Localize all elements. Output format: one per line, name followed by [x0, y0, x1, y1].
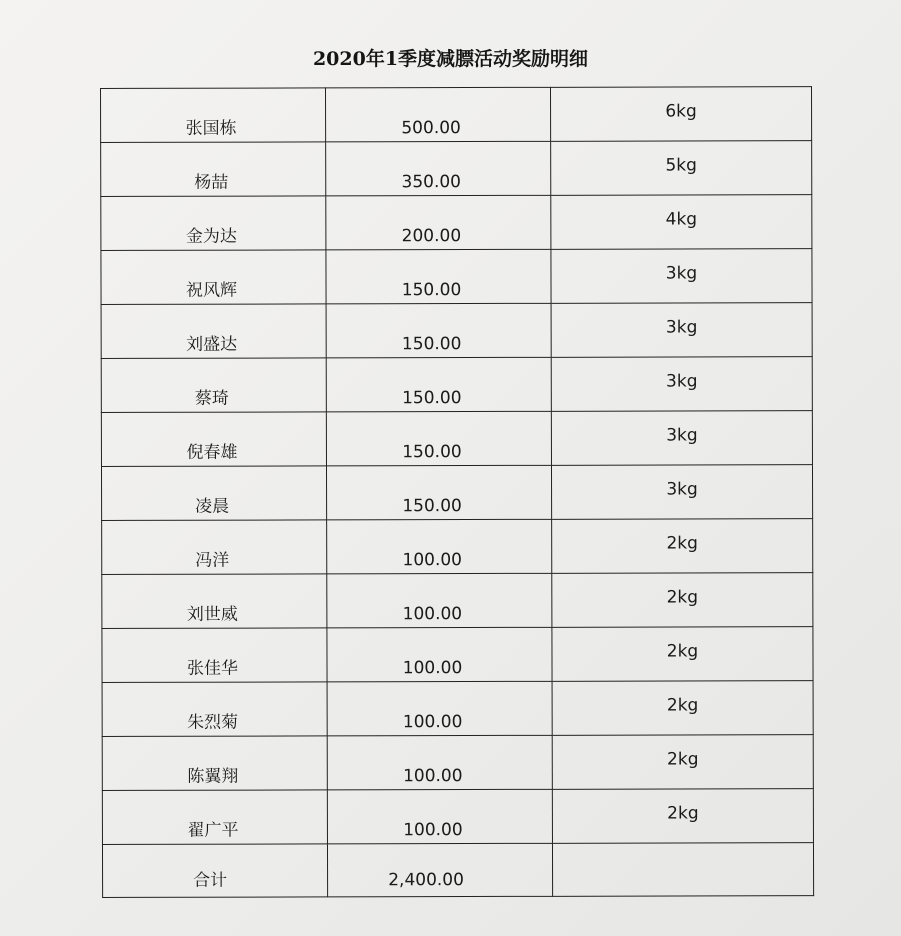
award-table [100, 86, 814, 898]
weight-cell [552, 681, 813, 736]
weight-loss: 2kg [666, 587, 699, 608]
name-cell [101, 142, 326, 197]
table-row [102, 573, 813, 629]
total-label: 合计 [193, 870, 228, 891]
award-amount: 100.00 [402, 658, 463, 679]
person-name: 陈翼翔 [187, 766, 239, 787]
weight-cell [551, 357, 812, 412]
name-cell [101, 304, 326, 359]
table-row [102, 519, 813, 575]
weight-cell [551, 411, 812, 466]
person-name: 刘盛达 [186, 334, 238, 355]
total-amount-cell [327, 843, 552, 897]
table-row [101, 87, 812, 143]
award-amount: 500.00 [401, 118, 461, 139]
weight-loss: 2kg [666, 695, 699, 716]
person-name: 倪春雄 [186, 442, 238, 463]
award-amount: 150.00 [401, 334, 462, 355]
table-row [101, 357, 812, 413]
name-cell [102, 628, 327, 683]
award-sheet [100, 86, 810, 894]
table-row [101, 249, 812, 305]
weight-loss: 3kg [666, 425, 698, 446]
name-cell [101, 250, 326, 305]
award-table-body [101, 87, 814, 898]
weight-cell [551, 303, 812, 358]
weight-loss: 2kg [666, 749, 699, 770]
weight-cell [552, 789, 813, 844]
weight-cell [550, 87, 811, 142]
award-amount: 200.00 [401, 226, 462, 247]
award-amount: 100.00 [403, 820, 463, 841]
total-row [102, 843, 813, 898]
document-title: 2020年1季度减膘活动奖励明细 [312, 48, 589, 70]
amount-cell [326, 357, 551, 412]
weight-cell [551, 141, 812, 196]
name-cell [101, 412, 326, 467]
weight-loss: 3kg [665, 263, 698, 284]
amount-cell [327, 627, 552, 682]
award-amount: 100.00 [402, 550, 462, 571]
name-cell [101, 358, 326, 413]
amount-cell [327, 735, 552, 790]
person-name: 杨喆 [194, 172, 229, 193]
person-name: 冯洋 [195, 550, 230, 571]
name-cell [102, 736, 327, 791]
award-amount: 350.00 [401, 172, 462, 193]
amount-cell [327, 573, 552, 628]
table-row [102, 681, 813, 737]
table-row [101, 303, 812, 359]
award-amount: 150.00 [402, 388, 462, 409]
table-row [101, 465, 812, 521]
weight-cell [551, 249, 812, 304]
amount-cell [326, 195, 551, 250]
weight-loss: 5kg [665, 155, 697, 176]
person-name: 祝风辉 [186, 280, 238, 301]
person-name: 蔡琦 [194, 388, 229, 409]
amount-cell [327, 681, 552, 736]
weight-cell [552, 627, 813, 682]
weight-loss: 2kg [667, 803, 699, 824]
name-cell [102, 682, 327, 737]
amount-cell [327, 519, 552, 574]
award-amount: 150.00 [401, 280, 462, 301]
amount-cell [326, 249, 551, 304]
weight-loss: 2kg [666, 533, 698, 554]
weight-loss: 3kg [666, 479, 698, 500]
amount-cell [326, 87, 551, 142]
weight-cell [551, 465, 812, 520]
amount-cell [326, 303, 551, 358]
weight-cell [552, 519, 813, 574]
weight-loss: 2kg [666, 641, 699, 662]
award-amount: 150.00 [402, 496, 462, 517]
person-name: 凌晨 [195, 496, 230, 517]
person-name: 刘世威 [186, 604, 238, 625]
table-row [101, 141, 812, 197]
weight-cell [551, 195, 812, 250]
weight-loss: 3kg [665, 317, 698, 338]
award-amount: 100.00 [402, 604, 463, 625]
person-name: 张佳华 [186, 658, 239, 679]
person-name: 金为达 [185, 226, 237, 247]
total-label-cell [102, 844, 327, 898]
table-row [102, 789, 813, 845]
person-name: 张国栋 [185, 118, 237, 139]
name-cell [102, 574, 327, 629]
weight-loss: 4kg [665, 209, 698, 230]
name-cell [101, 196, 326, 251]
award-amount: 150.00 [402, 442, 462, 463]
weight-loss: 6kg [665, 101, 697, 122]
amount-cell [326, 141, 551, 196]
weight-cell [552, 573, 813, 628]
table-row [101, 195, 812, 251]
table-row [102, 627, 813, 683]
amount-cell [327, 789, 552, 844]
name-cell [101, 88, 326, 143]
total-weight-cell [552, 843, 813, 897]
weight-loss: 3kg [666, 371, 698, 392]
total-weight [553, 857, 813, 858]
person-name: 朱烈菊 [187, 712, 239, 733]
name-cell [101, 466, 326, 521]
award-amount: 100.00 [403, 766, 463, 787]
name-cell [102, 790, 327, 845]
total-amount: 2,400.00 [388, 870, 464, 891]
table-row [102, 735, 813, 791]
name-cell [102, 520, 327, 575]
person-name: 翟广平 [187, 820, 239, 841]
award-amount: 100.00 [402, 712, 463, 733]
amount-cell [326, 411, 551, 466]
weight-cell [552, 735, 813, 790]
table-row [101, 411, 812, 467]
amount-cell [326, 465, 551, 520]
